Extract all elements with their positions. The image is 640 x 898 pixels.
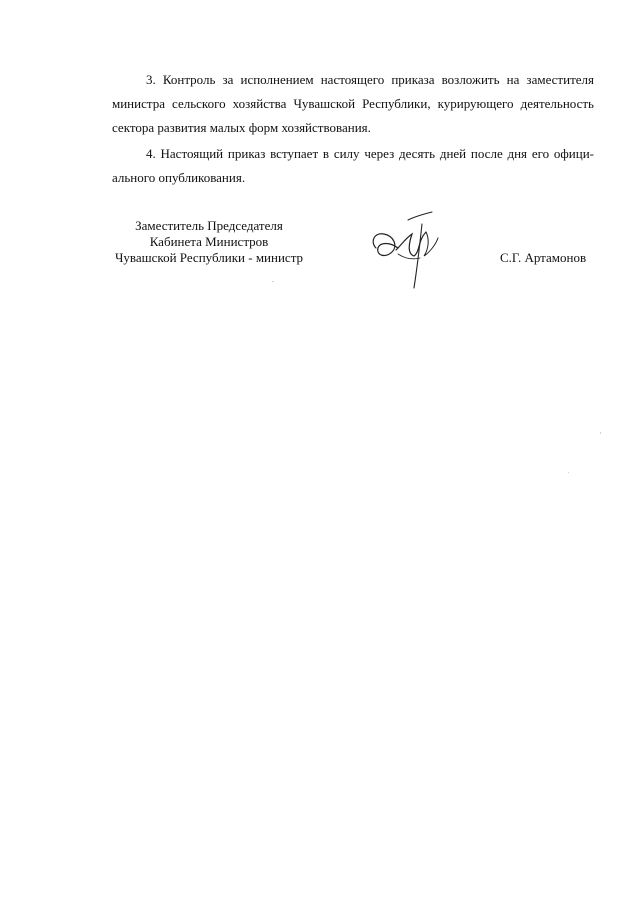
scan-speck [272, 281, 274, 282]
scan-speck [600, 432, 601, 434]
paragraph-4-line-1: 4. Настоящий приказ вступает в силу через десять дней после дня его офици- [146, 146, 594, 161]
paragraph-3-line-2: министра сельского хозяйства Чувашской Республики, курирующего деятельность [112, 96, 594, 111]
position-line-1: Заместитель Председателя [135, 218, 283, 233]
position-line-2: Кабинета Министров [149, 234, 269, 249]
paragraph-3 [112, 68, 594, 140]
scan-speck [568, 472, 569, 473]
paragraph-3-line-1: 3. Контроль за исполнением настоящего приказа возложить на заместителя [146, 72, 594, 87]
paragraph-4-line-2: ального опубликования. [112, 170, 246, 185]
handwritten-signature-icon [368, 202, 448, 292]
signatory-position [104, 218, 314, 266]
paragraph-3-line-3: сектора развития малых форм хозяйствования. [112, 120, 371, 135]
signer-name: С.Г. Артамонов [500, 250, 587, 265]
position-line-3: Чувашской Республики - министр [114, 250, 304, 265]
paragraph-4 [112, 142, 594, 190]
